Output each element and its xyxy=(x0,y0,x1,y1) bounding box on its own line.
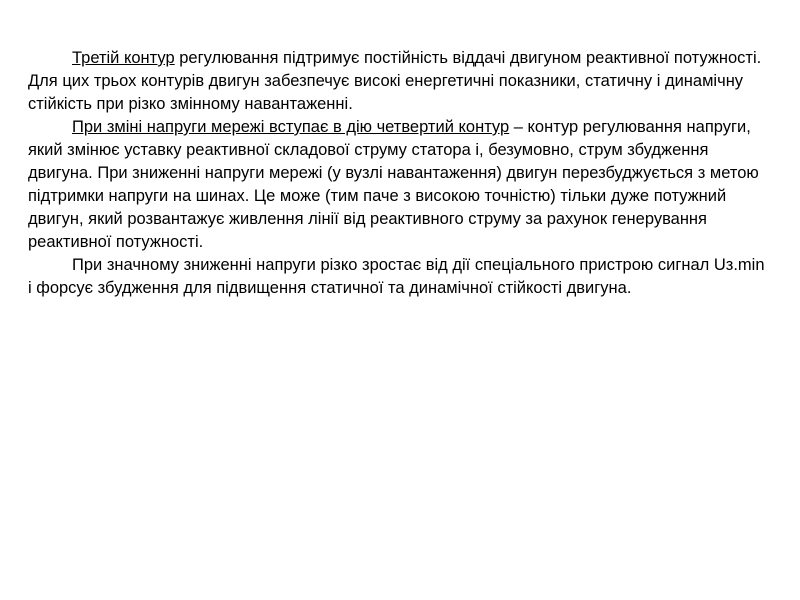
text-body xyxy=(28,47,768,300)
underlined-heading-third-contour: Третій контур xyxy=(72,49,175,67)
paragraph-text: При значному зниженні напруги різко зростає від дії спеціального пристрою сигнал Uз.min і форсує збудження для підвищення статичної та динамічної стійкості двигуна. xyxy=(28,256,765,297)
paragraph-voltage-drop xyxy=(28,254,768,300)
paragraph-text: – контур регулювання напруги, який змінює уставку реактивної складової струму статора і, безумовно, струм збудження двигуна. При зниженні напруги мережі (у вузлі навантаження) двигун перезбуджується з метою підтримки напруги на шинах. Це може (тим паче з високою точністю) тільки дуже потужний двигун, який розвантажує живлення лінії від реактивного струму за рахунок генерування реактивної потужності. xyxy=(28,118,759,251)
paragraph-third-contour xyxy=(28,47,768,116)
underlined-heading-fourth-contour: При зміні напруги мережі вступає в дію четвертий контур xyxy=(72,118,510,136)
paragraph-fourth-contour xyxy=(28,116,768,254)
paragraph-text: регулювання підтримує постійність віддачі двигуном реактивної потужності. Для цих трьох контурів двигун забезпечує високі енергетичні показники, статичну і динамічну стійкість при різко змінному навантаженні. xyxy=(28,49,762,113)
